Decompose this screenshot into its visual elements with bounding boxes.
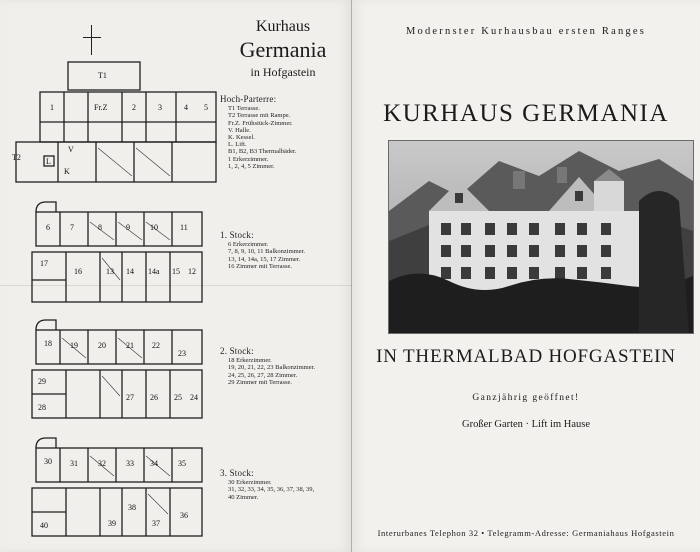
legend-item: 7, 8, 9, 10, 11 Balkonzimmer. [228, 248, 306, 256]
plan-label: 16 [74, 267, 82, 276]
legend-title: Hoch-Parterre: [220, 94, 277, 104]
legend-title: 1. Stock: [220, 230, 254, 240]
subtitle: IN THERMALBAD HOFGASTEIN [376, 346, 676, 367]
third-floor-legend [220, 470, 314, 501]
legend-item: 18 Erkerzimmer. [228, 357, 272, 365]
ground-floor-legend [220, 96, 296, 170]
plan-label: 37 [152, 519, 160, 528]
plan-label: 17 [40, 259, 48, 268]
plan-label: 30 [44, 457, 52, 466]
plan-label: 36 [180, 511, 188, 520]
brochure-header [224, 18, 342, 80]
plan-label: 12 [188, 267, 196, 276]
plan-label: 8 [98, 223, 102, 232]
plan-label: 20 [98, 341, 106, 350]
plan-label: 4 [184, 103, 188, 112]
ground-floor-plan [8, 56, 220, 186]
legend-item: T2 Terrasse mit Rampe. [228, 112, 291, 120]
plan-label: 6 [46, 223, 50, 232]
legend-item: 1, 2, 4, 5 Zimmer. [228, 162, 275, 170]
legend-item: 1 Erkerzimmer. [228, 155, 269, 163]
plan-label: 38 [128, 503, 136, 512]
second-floor-plan [30, 318, 205, 422]
plan-label: 21 [126, 341, 134, 350]
plan-label: L [46, 157, 51, 166]
plan-label: 26 [150, 393, 158, 402]
plan-label: 35 [178, 459, 186, 468]
plan-label: 28 [38, 403, 46, 412]
plan-label: 32 [98, 459, 106, 468]
legend-item: 24, 25, 26, 27, 28 Zimmer. [228, 371, 298, 379]
plan-label: 34 [150, 459, 158, 468]
plan-label: T2 [12, 153, 21, 162]
header-line-1: Kurhaus [255, 18, 311, 35]
plan-label: 7 [70, 223, 74, 232]
contact-footer: Interurbanes Telephon 32 • Telegramm-Adresse: Germaniahaus Hofgastein [377, 528, 675, 538]
plan-label: 19 [70, 341, 78, 350]
plan-label: 13 [106, 267, 114, 276]
plan-label: Fr.Z [94, 103, 108, 112]
plan-label: 11 [180, 223, 188, 232]
amenities: Großer Garten · Lift im Hause [462, 419, 590, 430]
legend-item: 6 Erkerzimmer. [228, 241, 269, 249]
compass-icon [83, 25, 101, 55]
plan-label: 14a [148, 267, 160, 276]
page-title: KURHAUS GERMANIA [383, 100, 669, 127]
legend-item: B1, B2, B3 Thermalbäder. [228, 148, 297, 156]
plan-label: 33 [126, 459, 134, 468]
plan-label: 5 [204, 103, 208, 112]
legend-item: K. Kessel. [228, 134, 255, 142]
plan-label: 2 [132, 103, 136, 112]
tagline: Modernster Kurhausbau ersten Ranges [406, 26, 646, 37]
plan-label: 1 [50, 103, 54, 112]
third-floor-plan [30, 436, 205, 540]
legend-item: 30 Erkerzimmer. [228, 479, 272, 487]
plan-label: V [68, 145, 74, 154]
plan-label: K [64, 167, 70, 176]
plan-label: 18 [44, 339, 52, 348]
header-line-2: Germania [239, 37, 327, 62]
fold-line [351, 0, 352, 552]
plan-label: 9 [126, 223, 130, 232]
legend-item: 19, 20, 21, 22, 23 Balkonzimmer. [228, 364, 316, 372]
legend-title: 3. Stock: [220, 468, 254, 478]
hotel-photo [388, 140, 694, 334]
legend-item: 40 Zimmer. [228, 493, 259, 501]
legend-item: Fr.Z. Frühstück-Zimmer. [228, 119, 293, 127]
plan-label: 29 [38, 377, 46, 386]
legend-item: 13, 14, 14a, 15, 17 Zimmer. [228, 255, 301, 263]
first-floor-plan [30, 200, 205, 306]
plan-label: 39 [108, 519, 116, 528]
plan-label: 24 [190, 393, 198, 402]
plan-label: 40 [40, 521, 48, 530]
plan-label: 23 [178, 349, 186, 358]
legend-item: 16 Zimmer mit Terrasse. [228, 262, 293, 270]
legend-item: 29 Zimmer mit Terrasse. [228, 378, 293, 386]
legend-item: V. Halle. [228, 126, 251, 134]
header-line-3: in Hofgastein [250, 65, 316, 79]
plan-label: 15 [172, 267, 180, 276]
plan-label: 27 [126, 393, 134, 402]
legend-item: 31, 32, 33, 34, 35, 36, 37, 38, 39, [228, 486, 315, 494]
plan-label: 3 [158, 103, 162, 112]
plan-label: 25 [174, 393, 182, 402]
legend-item: T1 Terrasse. [228, 105, 260, 113]
second-floor-legend [220, 348, 315, 386]
plan-label: 31 [70, 459, 78, 468]
legend-item: L. Lift. [228, 141, 247, 149]
plan-label: 10 [150, 223, 158, 232]
year-round-note: Ganzjährig geöffnet! [472, 393, 580, 403]
plan-label: 22 [152, 341, 160, 350]
plan-label: T1 [98, 71, 107, 80]
first-floor-legend [220, 232, 305, 270]
plan-label: 14 [126, 267, 134, 276]
legend-title: 2. Stock: [220, 346, 254, 356]
